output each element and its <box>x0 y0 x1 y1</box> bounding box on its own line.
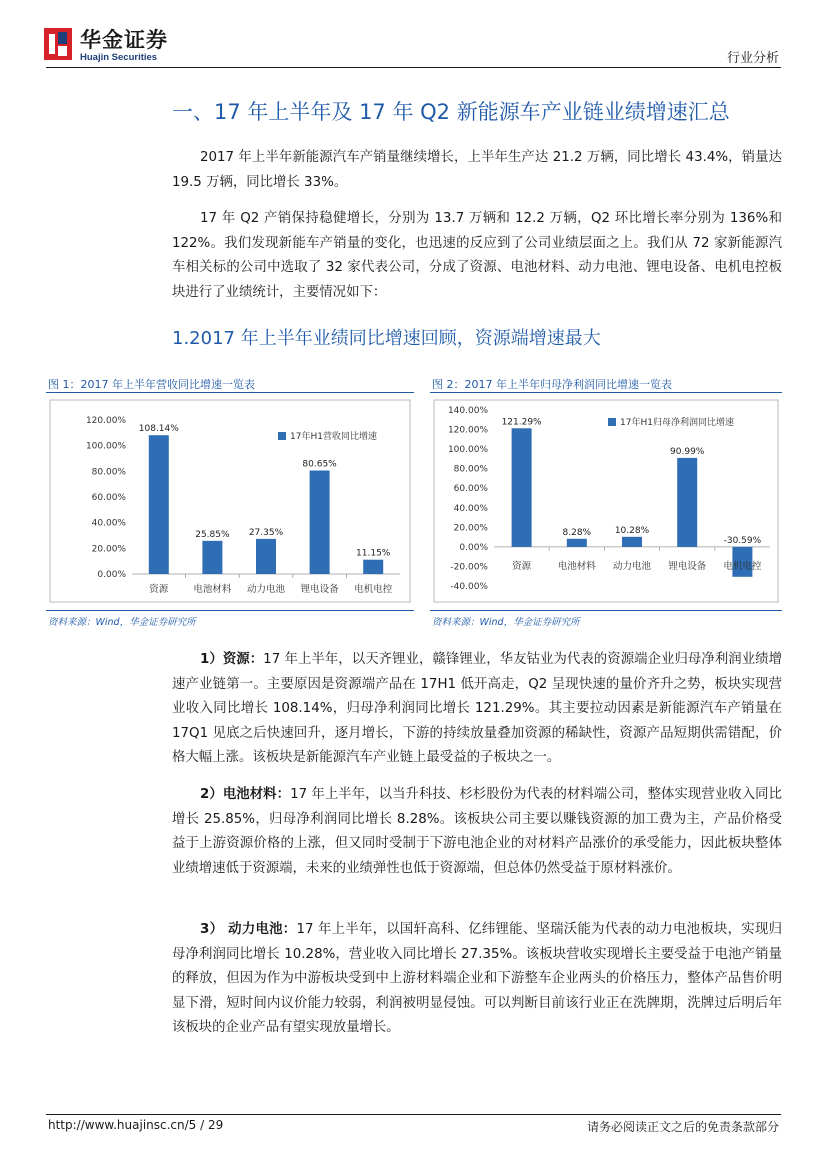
y-tick-label: 80.00% <box>91 467 126 478</box>
bar-0 <box>149 435 169 574</box>
analysis-resources: 1）资源：17 年上半年，以天齐锂业，赣锋锂业，华友钴业为代表的资源端企业归母净利润业绩增速产业链第一。主要原因是资源端产品在 17H1 低开高走，Q2 呈现快速的量价齐升之势，板块实现营业收入同比增长 108.14%，归母净利润同比增长 121.29%。其主要拉动因素是新能源汽车产销量在 17Q1 见底之后快速回升，逐月增长，下游的持续放量叠加资源的稀缺性，资源产品短期供需错配，价格大幅上涨。该板块是新能源汽车产业链上最受益的子板块之一。 <box>172 652 782 765</box>
y-tick-label: 20.00% <box>91 544 126 555</box>
data-label: 8.28% <box>562 527 592 538</box>
logo-chinese-name: 华金证券 <box>80 28 168 52</box>
figure-1-rule <box>46 392 414 393</box>
footer-divider <box>46 1114 781 1115</box>
bar-4 <box>363 560 383 574</box>
category-label: 电机电控 <box>354 584 393 595</box>
report-type: 行业分析 <box>726 51 779 66</box>
category-label: 动力电池 <box>246 584 286 595</box>
bar-3 <box>310 470 330 574</box>
y-tick-label: 100.00% <box>85 441 126 452</box>
category-label: 资源 <box>512 561 532 572</box>
legend-swatch <box>278 432 286 440</box>
data-label: 108.14% <box>138 424 179 435</box>
analysis-battery-materials-label: 2）电池材料： <box>200 787 291 802</box>
figure-1-source: 资料来源：Wind，华金证券研究所 <box>48 617 196 628</box>
y-tick-label: 120.00% <box>85 416 126 426</box>
figure-2-source: 资料来源：Wind，华金证券研究所 <box>432 617 580 628</box>
legend-label: 17年H1营收同比增速 <box>290 432 377 442</box>
category-label: 电机电控 <box>723 561 762 572</box>
y-tick-label: 100.00% <box>447 445 488 456</box>
category-label: 锂电设备 <box>668 561 707 572</box>
intro-paragraph-1: 2017 年上半年新能源汽车产销量继续增长，上半年生产达 21.2 万辆，同比增长 43.4%，销量达 19.5 万辆，同比增长 33%。 <box>172 150 782 190</box>
logo-english-name: Huajin Securities <box>80 52 158 63</box>
figure-1-title: 图 1：2017 年上半年营收同比增速一览表 <box>48 378 255 391</box>
y-tick-label: 60.00% <box>453 484 488 495</box>
footer-url-page[interactable]: http://www.huajinsc.cn/5 / 29 <box>48 1118 224 1132</box>
huajin-logo-icon <box>44 28 72 60</box>
bar-0 <box>512 428 532 547</box>
legend-label: 17年H1归母净利润同比增速 <box>620 418 734 428</box>
intro-paragraph-2: 17 年 Q2 产销保持稳健增长，分别为 13.7 万辆和 12.2 万辆，Q2 环比增长率分别为 136%和 122%。我们发现新能车产销量的变化，也迅速的反应到了公司业绩层面之上。我们从 72 家新能源汽车相关标的公司中选取了 32 家代表公司，分成了资源、电池材料、动力电池、锂电设备、电机电控板块进行了业绩统计，主要情况如下： <box>172 211 782 300</box>
y-tick-label: 120.00% <box>447 425 488 436</box>
legend-swatch <box>608 418 616 426</box>
bar-1 <box>567 539 587 547</box>
figure-2-rule <box>430 392 782 393</box>
bar-2 <box>622 537 642 547</box>
data-label: 80.65% <box>302 459 337 470</box>
analysis-power-battery-label: 3） 动力电池： <box>200 922 297 937</box>
category-label: 电池材料 <box>557 561 596 572</box>
category-label: 锂电设备 <box>300 584 339 595</box>
company-logo <box>44 28 194 64</box>
revenue-growth-chart <box>46 398 414 604</box>
y-tick-label: 0.00% <box>97 570 126 580</box>
category-label: 电池材料 <box>193 584 232 595</box>
y-tick-label: 20.00% <box>453 523 488 534</box>
footer-disclaimer: 请务必阅读正文之后的免责条款部分 <box>586 1120 779 1134</box>
analysis-battery-materials: 2）电池材料：17 年上半年，以当升科技、杉杉股份为代表的材料端公司，整体实现营业收入同比增长 25.85%，归母净利润同比增长 8.28%。该板块公司主要以赚钱资源的加工费为主，产品价格受益于上游资源价格的上涨，但又同时受制于下游电池企业的对材料产品涨价的承受能力，因此板块整体业绩增速低于资源端，未来的业绩弹性也低于资源端，但总体仍然受益于原材料涨价。 <box>172 787 782 876</box>
subsection-title: 1.2017 年上半年业绩同比增速回顾，资源端增速最大 <box>172 328 601 349</box>
data-label: 11.15% <box>356 548 391 559</box>
data-label: 90.99% <box>670 446 705 457</box>
data-label: 25.85% <box>195 529 230 540</box>
category-label: 动力电池 <box>612 561 652 572</box>
y-tick-label: 140.00% <box>447 406 488 416</box>
y-tick-label: 0.00% <box>459 542 488 553</box>
header-divider <box>46 67 781 68</box>
y-tick-label: 40.00% <box>91 518 126 529</box>
y-tick-label: -40.00% <box>450 582 488 592</box>
y-tick-label: 80.00% <box>453 464 488 475</box>
data-label: 121.29% <box>501 417 542 428</box>
y-tick-label: 60.00% <box>91 493 126 503</box>
figure-1-bottom-rule <box>46 610 414 611</box>
section-title: 一、17 年上半年及 17 年 Q2 新能源车产业链业绩增速汇总 <box>172 100 730 124</box>
bar-1 <box>202 541 222 574</box>
bar-3 <box>677 458 697 547</box>
net-profit-growth-chart <box>430 398 782 604</box>
y-tick-label: 40.00% <box>453 503 488 514</box>
analysis-resources-label: 1）资源： <box>200 652 264 667</box>
data-label: -30.59% <box>723 535 762 546</box>
figure-2-title: 图 2：2017 年上半年归母净利润同比增速一览表 <box>432 378 672 391</box>
y-tick-label: -20.00% <box>450 562 488 573</box>
data-label: 10.28% <box>614 525 650 536</box>
data-label: 27.35% <box>248 527 284 538</box>
figure-2-bottom-rule <box>430 610 782 611</box>
category-label: 资源 <box>149 584 169 595</box>
bar-2 <box>256 539 276 574</box>
analysis-power-battery: 3） 动力电池：17 年上半年，以国轩高科、亿纬锂能、坚瑞沃能为代表的动力电池板块，实现归母净利润同比增长 10.28%，营业收入同比增长 27.35%。该板块营收实现增长主要受益于电池产销量的释放，但因为作为中游板块受到中上游材料端企业和下游整车企业两头的价格压力，整体产品售价明显下滑，短时间内议价能力较弱，利润被明显侵蚀。可以判断目前该行业正在洗牌期，洗牌过后明后年该板块的企业产品有望实现放量增长。 <box>172 922 782 1035</box>
